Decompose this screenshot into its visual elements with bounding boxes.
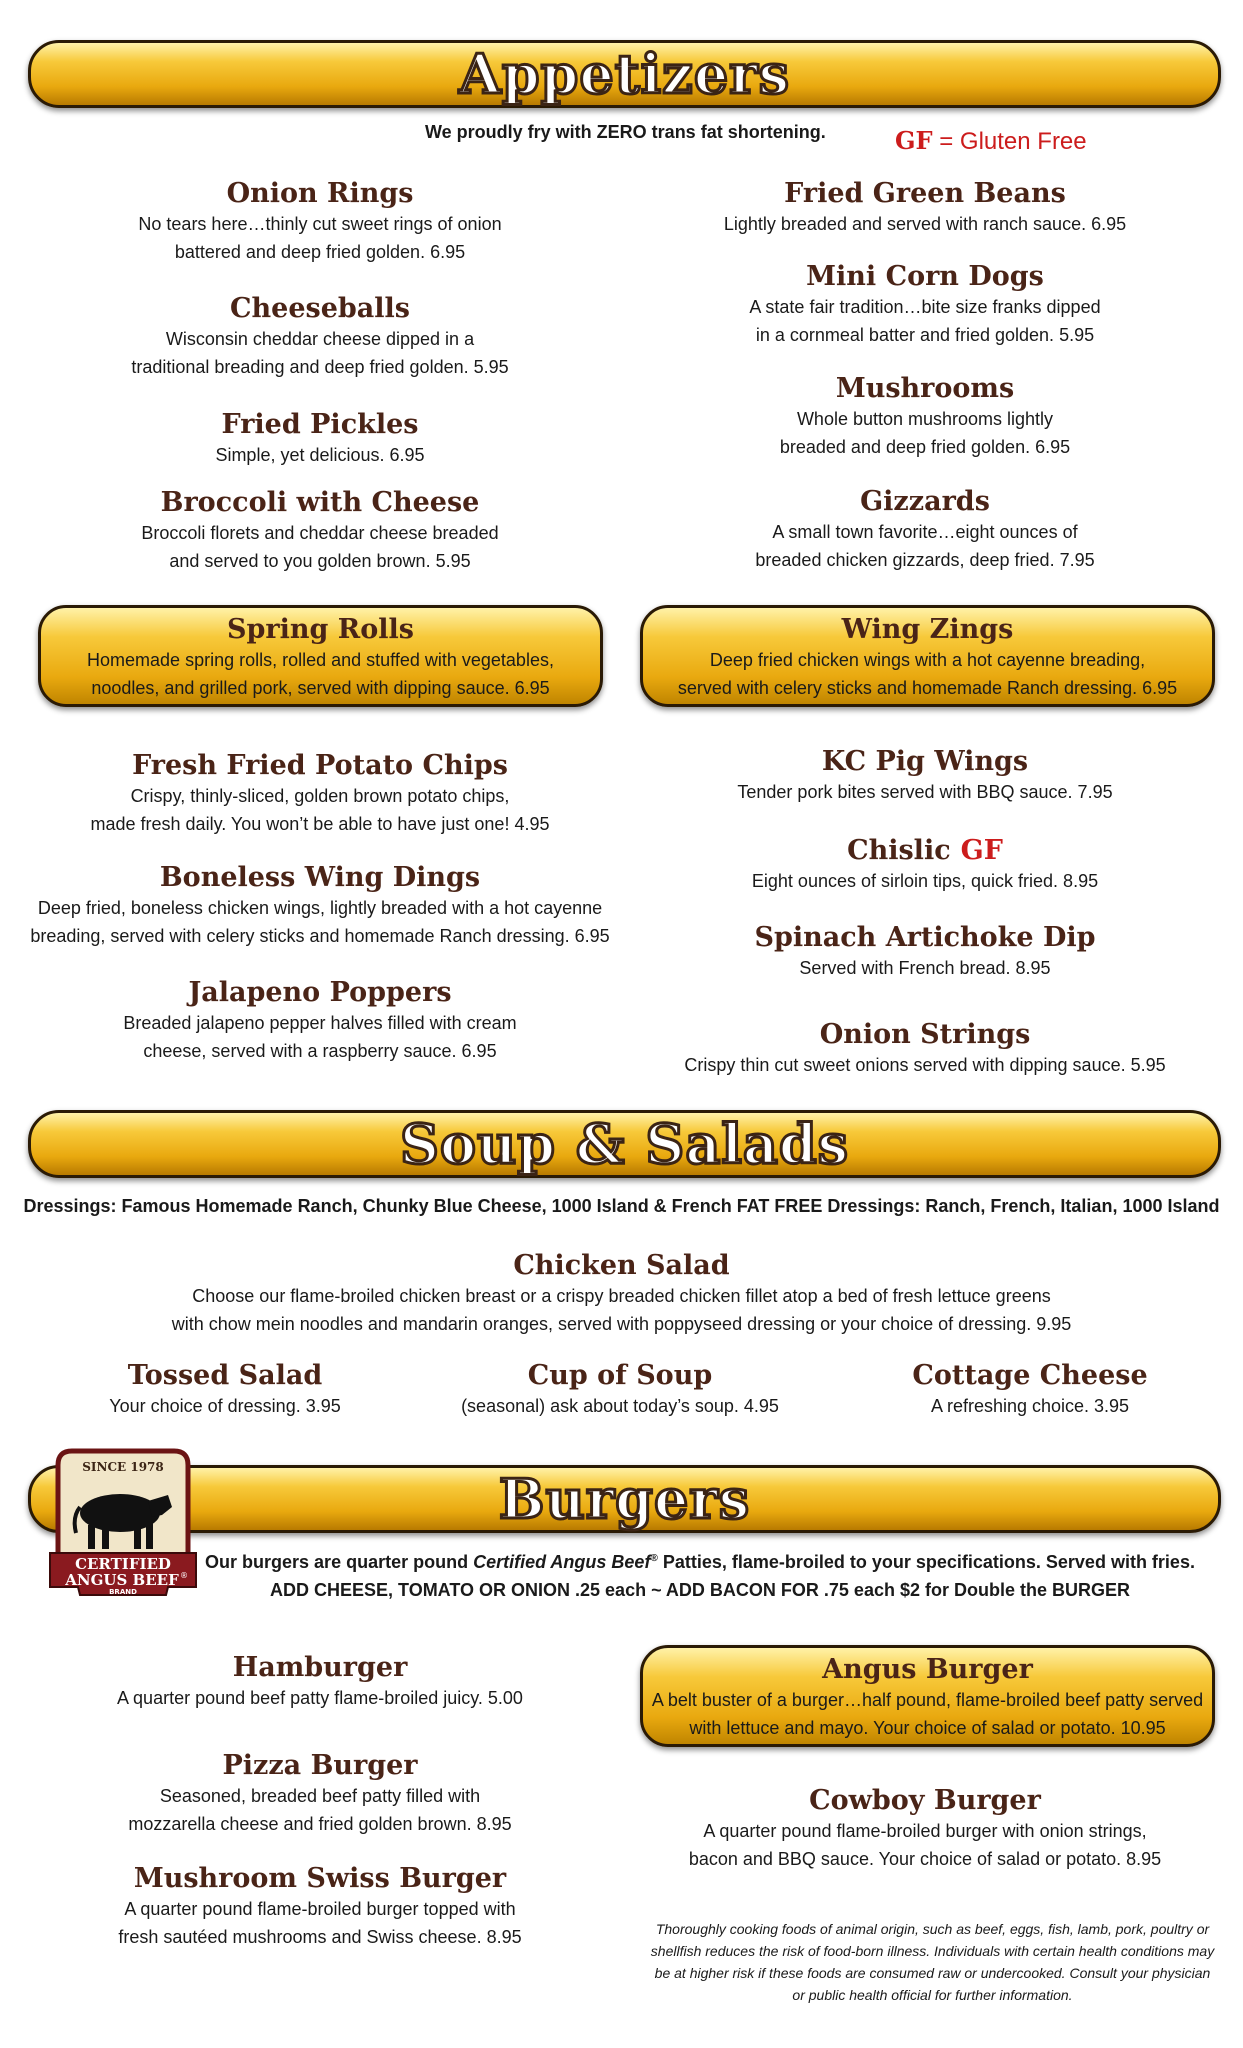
menu-item — [645, 1785, 1205, 1873]
item-description: Seasoned, breaded beef patty filled with — [159, 1786, 481, 1806]
menu-item — [40, 178, 600, 266]
item-description: A quarter pound flame-broiled burger with onion strings, — [703, 1821, 1147, 1841]
item-name: Mushrooms — [835, 373, 1015, 404]
item-description: breaded and deep fried golden. 6.95 — [779, 437, 1071, 457]
item-description: with chow mein noodles and mandarin oranges, served with poppyseed dressing or your choice of dressing. 9.95 — [171, 1314, 1072, 1334]
item-name: Onion Rings — [226, 178, 414, 209]
logo-certified: CERTIFIED — [75, 1555, 171, 1573]
item-description: Wisconsin cheddar cheese dipped in a — [165, 329, 475, 349]
item-description: with lettuce and mayo. Your choice of salad or potato. 10.95 — [689, 1718, 1166, 1738]
item-description: Served with French bread. 8.95 — [799, 958, 1051, 978]
menu-item — [645, 178, 1205, 238]
item-description: Simple, yet delicious. 6.95 — [215, 445, 425, 465]
item-name: Hamburger — [232, 1652, 408, 1683]
burgers-heading: Burgers — [498, 1467, 751, 1531]
item-description: Eight ounces of sirloin tips, quick fried. 8.95 — [751, 871, 1099, 891]
item-description: Tender pork bites served with BBQ sauce. 7.95 — [737, 782, 1113, 802]
item-description: in a cornmeal batter and fried golden. 5.95 — [755, 325, 1095, 345]
item-name: Jalapeno Poppers — [188, 977, 452, 1008]
item-description: noodles, and grilled pork, served with dipping sauce. 6.95 — [91, 678, 550, 698]
food-safety-disclaimer: Thoroughly cooking foods of animal origin, such as beef, eggs, fish, lamb, pork, poultry or shellfish reduces the risk of food-born illness. Individuals with certain health conditions may be at higher risk if these foods are consumed raw or undercooked. Consult your physician or public health official for further information. — [650, 1921, 1215, 2003]
burger-info — [200, 1545, 1200, 1604]
logo-brand: BRAND — [109, 1588, 137, 1596]
item-description: Broccoli florets and cheddar cheese breaded — [141, 523, 499, 543]
item-description: mozzarella cheese and fried golden brown. 8.95 — [128, 1814, 512, 1834]
menu-item — [40, 1863, 600, 1951]
item-description: Breaded jalapeno pepper halves filled with cream — [123, 1013, 517, 1033]
item-name: Gizzards — [860, 486, 990, 517]
certified-angus-beef-badge — [48, 1445, 198, 1603]
item-description: A state fair tradition…bite size franks dipped — [749, 297, 1101, 317]
item-description: Whole button mushrooms lightly — [796, 409, 1054, 429]
menu-item — [60, 1360, 390, 1420]
item-name: Mini Corn Dogs — [806, 261, 1044, 292]
item-name — [645, 835, 1205, 867]
logo-registered: ® — [180, 1571, 188, 1580]
featured-item-box — [38, 605, 603, 707]
item-name-text: Chislic — [847, 835, 951, 866]
item-name: Fried Pickles — [221, 409, 419, 440]
item-name: Fried Green Beans — [784, 178, 1066, 209]
item-description: Crispy thin cut sweet onions served with dipping sauce. 5.95 — [684, 1055, 1166, 1075]
appetizers-heading: Appetizers — [458, 42, 791, 106]
gf-legend-code: GF — [895, 126, 933, 155]
menu-item — [645, 261, 1205, 349]
featured-item-box — [640, 605, 1215, 707]
dressings-list: Dressings: Famous Homemade Ranch, Chunky Blue Cheese, 1000 Island & French FAT FREE Dressings: Ranch, French, Italian, 1000 Island — [23, 1196, 1220, 1216]
menu-item — [40, 293, 600, 381]
item-name: Spring Rolls — [227, 614, 414, 645]
appetizers-banner — [28, 40, 1221, 108]
trans-fat-note: We proudly fry with ZERO trans fat shortening. — [425, 122, 826, 142]
gf-legend-text: = Gluten Free — [939, 128, 1087, 155]
item-description: (seasonal) ask about today’s soup. 4.95 — [461, 1396, 779, 1416]
burger-info-text: Our burgers are quarter pound — [205, 1552, 474, 1572]
item-name: Chicken Salad — [513, 1250, 730, 1281]
item-description: Deep fried chicken wings with a hot cayenne breading, — [709, 650, 1146, 670]
item-description: A quarter pound beef patty flame-broiled juicy. 5.00 — [117, 1688, 523, 1708]
menu-item — [645, 1019, 1205, 1079]
gluten-free-tag: GF — [960, 835, 1003, 866]
item-description: cheese, served with a raspberry sauce. 6.95 — [143, 1041, 497, 1061]
menu-item — [40, 409, 600, 469]
menu-item — [25, 750, 615, 838]
menu-item — [645, 373, 1205, 461]
menu-item — [40, 1652, 600, 1712]
item-description: fresh sautéed mushrooms and Swiss cheese. 8.95 — [118, 1927, 522, 1947]
menu-item — [25, 862, 615, 950]
item-description: Choose our flame-broiled chicken breast or a crispy breaded chicken fillet atop a bed of fresh lettuce greens — [192, 1286, 1051, 1306]
certified-angus-beef-logo — [48, 1445, 198, 1603]
item-name: Cheeseballs — [230, 293, 410, 324]
menu-item — [645, 486, 1205, 574]
menu-item — [645, 835, 1205, 895]
gluten-free-legend — [895, 126, 1087, 156]
featured-item-box — [640, 1645, 1215, 1747]
menu-item — [860, 1360, 1200, 1420]
item-name: Cottage Cheese — [912, 1360, 1148, 1391]
item-description: Lightly breaded and served with ranch sauce. 6.95 — [723, 214, 1127, 234]
burger-info-line1 — [200, 1545, 1200, 1576]
item-name: Mushroom Swiss Burger — [133, 1863, 507, 1894]
item-description: A small town favorite…eight ounces of — [772, 522, 1078, 542]
menu-item — [25, 977, 615, 1065]
item-description: Crispy, thinly-sliced, golden brown potato chips, — [130, 786, 510, 806]
item-name: Spinach Artichoke Dip — [754, 922, 1096, 953]
item-description: served with celery sticks and homemade Ranch dressing. 6.95 — [677, 678, 1178, 698]
registered-mark: ® — [650, 1553, 658, 1564]
item-name: Tossed Salad — [127, 1360, 323, 1391]
item-name: Onion Strings — [819, 1019, 1031, 1050]
item-name: Boneless Wing Dings — [159, 862, 481, 893]
burger-info-text: Patties, flame-broiled to your specifications. Served with fries. — [657, 1552, 1195, 1572]
menu-item — [100, 1250, 1143, 1338]
item-description: bacon and BBQ sauce. Your choice of salad or potato. 8.95 — [688, 1849, 1162, 1869]
item-description: battered and deep fried golden. 6.95 — [174, 242, 466, 262]
menu-item — [40, 1750, 600, 1838]
brand-name: Certified Angus Beef — [473, 1552, 651, 1572]
menu-item — [645, 922, 1205, 982]
item-description: A quarter pound flame-broiled burger topped with — [124, 1899, 516, 1919]
item-name: Broccoli with Cheese — [160, 487, 480, 518]
item-description: No tears here…thinly cut sweet rings of onion — [138, 214, 502, 234]
menu-item — [430, 1360, 810, 1420]
item-description: Deep fried, boneless chicken wings, lightly breaded with a hot cayenne — [37, 898, 603, 918]
item-description: A belt buster of a burger…half pound, flame-broiled beef patty served — [651, 1690, 1204, 1710]
burgers-banner — [28, 1465, 1221, 1533]
item-name: Fresh Fried Potato Chips — [132, 750, 508, 781]
soup-salads-banner — [28, 1110, 1221, 1178]
item-name: Wing Zings — [841, 614, 1014, 645]
item-description: Your choice of dressing. 3.95 — [109, 1396, 341, 1416]
item-description: A refreshing choice. 3.95 — [930, 1396, 1130, 1416]
item-name: KC Pig Wings — [821, 746, 1029, 777]
logo-angus-beef: ANGUS BEEF — [65, 1571, 179, 1589]
item-name: Angus Burger — [822, 1654, 1033, 1685]
logo-since: SINCE 1978 — [82, 1460, 164, 1474]
menu-item — [645, 746, 1205, 806]
item-description: and served to you golden brown. 5.95 — [169, 551, 471, 571]
item-description: made fresh daily. You won’t be able to have just one! 4.95 — [90, 814, 550, 834]
burger-addons: ADD CHEESE, TOMATO OR ONION .25 each ~ ADD BACON FOR .75 each $2 for Double the BURGER — [270, 1580, 1130, 1600]
item-description: Homemade spring rolls, rolled and stuffed with vegetables, — [87, 650, 554, 670]
item-name: Cup of Soup — [527, 1360, 713, 1391]
item-description: breaded chicken gizzards, deep fried. 7.95 — [755, 550, 1095, 570]
item-description: breading, served with celery sticks and homemade Ranch dressing. 6.95 — [30, 926, 610, 946]
menu-item — [40, 487, 600, 575]
item-name: Pizza Burger — [222, 1750, 418, 1781]
item-name: Cowboy Burger — [809, 1785, 1041, 1816]
soup-salads-heading: Soup & Salads — [399, 1112, 850, 1176]
item-description: traditional breading and deep fried golden. 5.95 — [131, 357, 509, 377]
